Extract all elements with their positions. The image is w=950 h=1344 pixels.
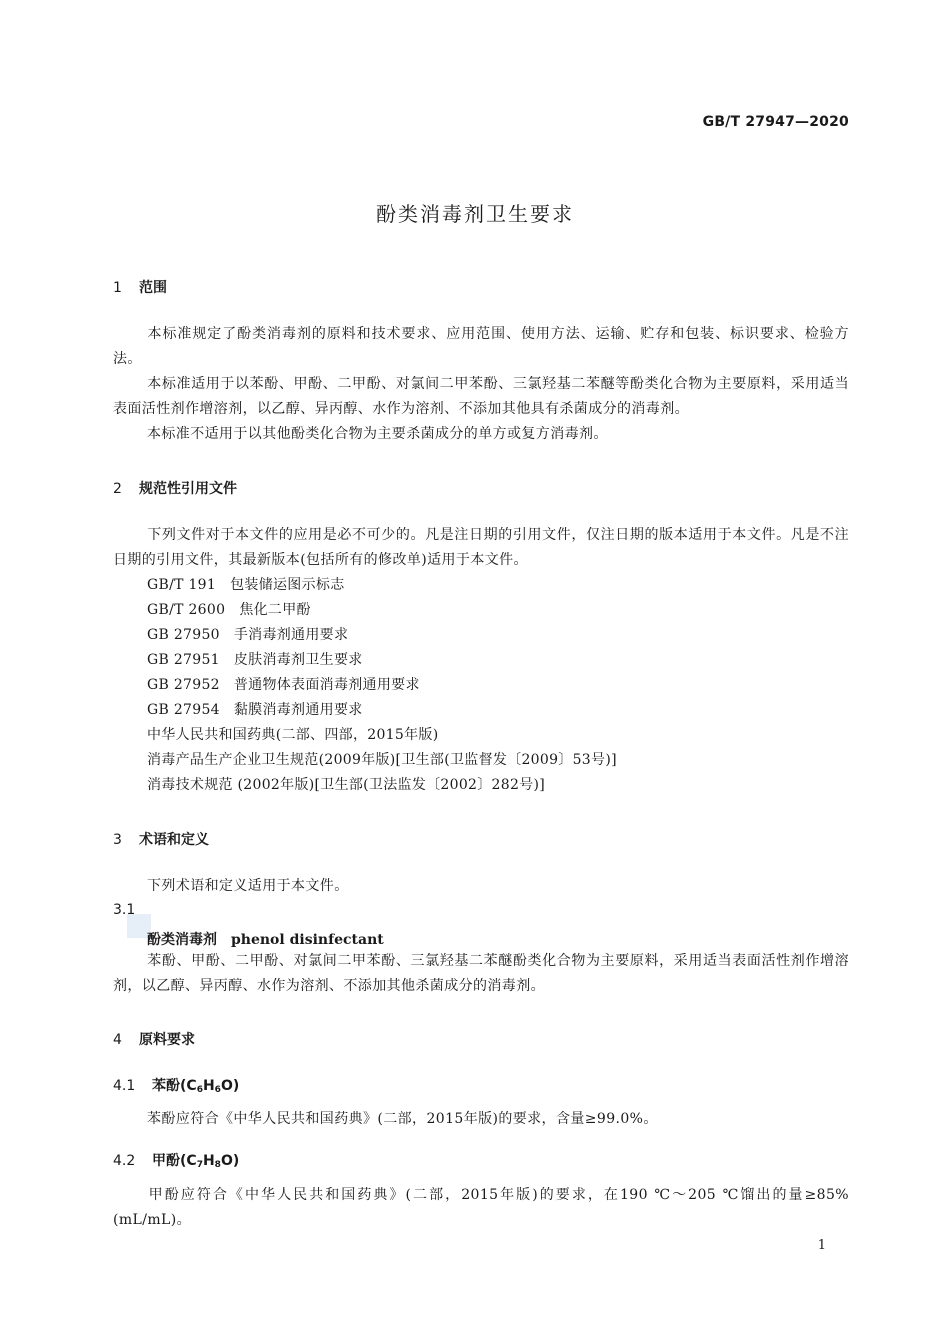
section-1-paragraph-1 bbox=[113, 322, 849, 372]
reference-item bbox=[147, 573, 345, 598]
reference-name: 包装储运图示标志 bbox=[230, 577, 345, 593]
document-title: 酚类消毒剂卫生要求 bbox=[376, 202, 574, 226]
reference-code: GB/T 191 bbox=[147, 577, 217, 593]
reference-item bbox=[147, 598, 311, 623]
document-number: GB/T 27947—2020 bbox=[702, 114, 849, 130]
subsection-4-1-heading bbox=[113, 1075, 239, 1095]
reference-code: GB 27954 bbox=[147, 702, 220, 718]
reference-name: 皮肤消毒剂卫生要求 bbox=[233, 652, 363, 668]
reference-item bbox=[147, 673, 420, 698]
section-2-paragraph-1 bbox=[113, 523, 849, 573]
section-number: 1 bbox=[113, 280, 122, 296]
term-entry bbox=[147, 929, 384, 949]
paragraph-text: 本标准规定了酚类消毒剂的原料和技术要求、应用范围、使用方法、运输、贮存和包装、标识要求、检验方法。 bbox=[113, 326, 849, 367]
reference-code: GB/T 2600 bbox=[147, 602, 226, 618]
section-title: 术语和定义 bbox=[139, 832, 209, 848]
paragraph-text: 本标准不适用于以其他酚类化合物为主要杀菌成分的单方或复方消毒剂。 bbox=[147, 426, 608, 442]
subsection-4-2-text bbox=[113, 1183, 849, 1233]
reference-item: 消毒产品生产企业卫生规范(2009年版)[卫生部(卫监督发〔2009〕53号)] bbox=[147, 752, 617, 768]
paragraph-text: 本标准适用于以苯酚、甲酚、二甲酚、对氯间二甲苯酚、三氯羟基二苯醚等酚类化合物为主要原料，采用适当表面活性剂作增溶剂，以乙醇、异丙醇、水作为溶剂、不添加其他具有杀菌成分的消毒剂。 bbox=[113, 376, 849, 417]
reference-item: 中华人民共和国药典(二部、四部，2015年版) bbox=[147, 727, 439, 743]
section-4-heading bbox=[113, 1029, 195, 1049]
section-3-paragraph-1 bbox=[113, 874, 849, 899]
reference-code: GB 27950 bbox=[147, 627, 220, 643]
section-title: 规范性引用文件 bbox=[139, 481, 237, 497]
paragraph-text: 下列术语和定义适用于本文件。 bbox=[147, 878, 349, 894]
section-number: 3 bbox=[113, 832, 122, 848]
subsection-4-1-text bbox=[113, 1107, 849, 1132]
reference-name: 普通物体表面消毒剂通用要求 bbox=[233, 677, 420, 693]
subsection-title: 甲酚$(C_7H_8O)$ bbox=[152, 1153, 240, 1170]
reference-code: GB 27952 bbox=[147, 677, 220, 693]
section-1-paragraph-3 bbox=[113, 422, 849, 447]
reference-item: 消毒技术规范 (2002年版)[卫生部(卫法监发〔2002〕282号)] bbox=[147, 777, 545, 793]
reference-name: 手消毒剂通用要求 bbox=[233, 627, 349, 643]
term-chinese: 酚类消毒剂 bbox=[147, 932, 217, 948]
section-title: 范围 bbox=[139, 280, 167, 296]
reference-item bbox=[147, 698, 363, 723]
reference-name: 焦化二甲酚 bbox=[239, 602, 311, 618]
reference-code: GB 27951 bbox=[147, 652, 220, 668]
paragraph-text: 甲酚应符合《中华人民共和国药典》(二部，2015年版)的要求，在190 ℃～205 ℃馏出的量≥85%(mL/mL)。 bbox=[113, 1187, 849, 1228]
section-1-heading bbox=[113, 277, 167, 297]
paragraph-text: 苯酚、甲酚、二甲酚、对氯间二甲苯酚、三氯羟基二苯醚酚类化合物为主要原料，采用适当表面活性剂作增溶剂，以乙醇、异丙醇、水作为溶剂、不添加其他杀菌成分的消毒剂。 bbox=[113, 953, 849, 994]
subsection-number: 4.1 bbox=[113, 1078, 136, 1094]
section-2-heading bbox=[113, 478, 237, 498]
section-title: 原料要求 bbox=[139, 1032, 195, 1048]
subsection-number: 4.2 bbox=[113, 1153, 136, 1169]
reference-name: 黏膜消毒剂通用要求 bbox=[233, 702, 363, 718]
term-number: 3.1 bbox=[113, 902, 136, 918]
subsection-4-2-heading bbox=[113, 1150, 239, 1170]
reference-item bbox=[147, 648, 363, 673]
subsection-title: 苯酚$(C_6H_6O)$ bbox=[152, 1078, 240, 1095]
paragraph-text: 苯酚应符合《中华人民共和国药典》(二部，2015年版)的要求，含量≥99.0%。 bbox=[147, 1111, 658, 1127]
term-english: phenol disinfectant bbox=[231, 932, 384, 948]
reference-item bbox=[147, 623, 348, 648]
section-1-paragraph-2 bbox=[113, 372, 849, 422]
paragraph-text: 下列文件对于本文件的应用是必不可少的。凡是注日期的引用文件，仅注日期的版本适用于本文件。凡是不注日期的引用文件，其最新版本(包括所有的修改单)适用于本文件。 bbox=[113, 527, 849, 568]
page-number: 1 bbox=[817, 1238, 826, 1253]
section-3-heading bbox=[113, 829, 209, 849]
section-number: 4 bbox=[113, 1032, 122, 1048]
section-number: 2 bbox=[113, 481, 122, 497]
term-definition bbox=[113, 949, 849, 999]
